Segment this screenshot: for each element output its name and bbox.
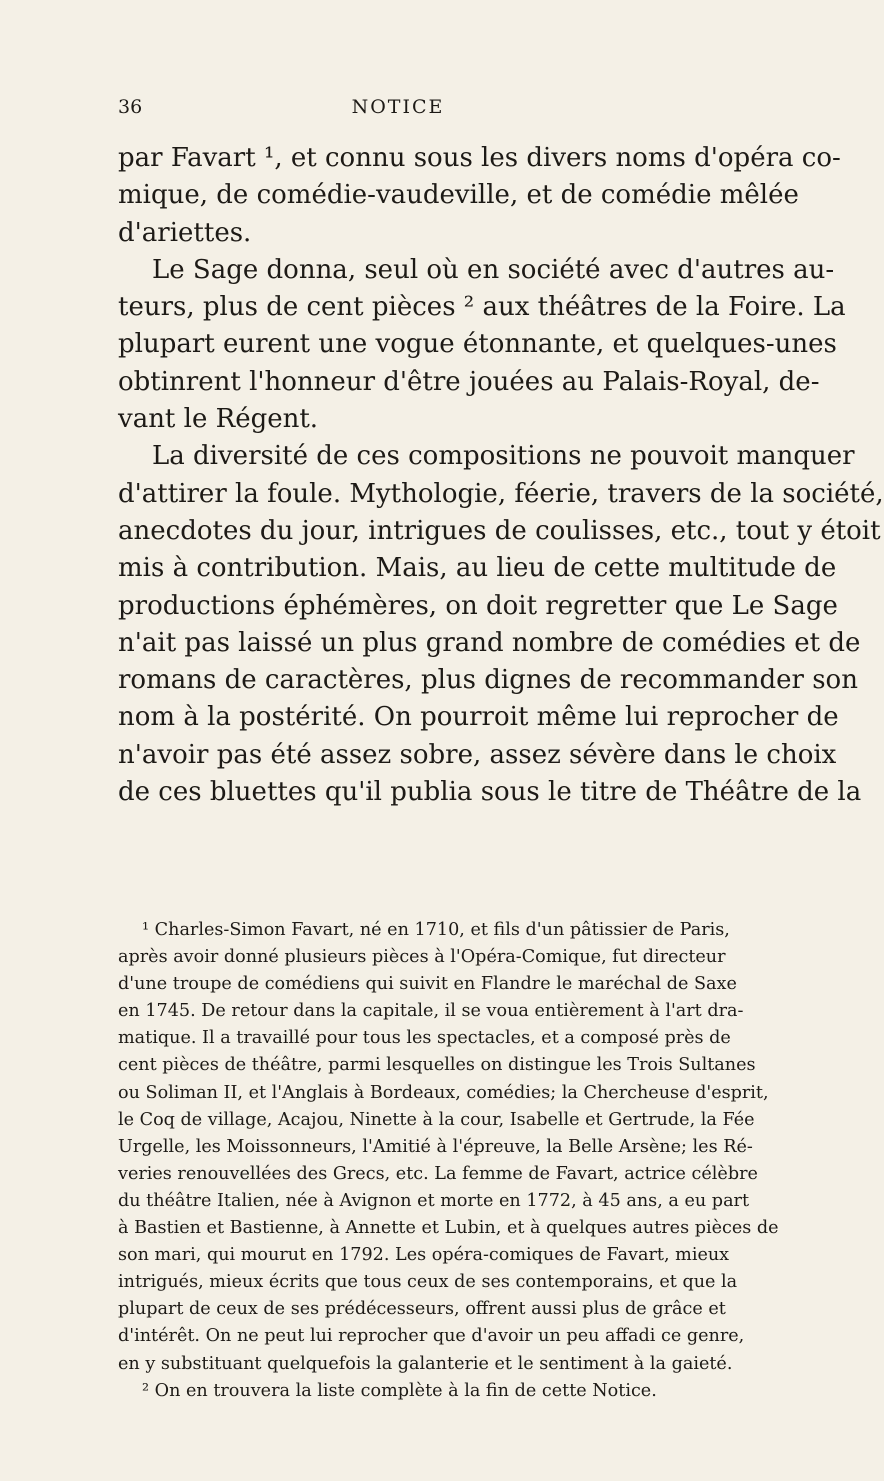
text-line: productions éphémères, on doit regretter que Le Sage (118, 590, 838, 621)
text-line: n'avoir pas été assez sobre, assez sévère dans le choix (118, 739, 837, 770)
text-line: romans de caractères, plus dignes de recommander son (118, 665, 858, 696)
text-line: anecdotes du jour, intrigues de coulisses, etc., tout y étoit (118, 515, 881, 546)
text-line: d'ariettes. (118, 217, 252, 248)
footnote-line: ou Soliman II, et l'Anglais à Bordeaux, comédies; la Chercheuse d'esprit, (118, 1082, 769, 1103)
text-line: Le Sage donna, seul où en société avec d'autres au- (152, 254, 835, 285)
footnote-line: d'une troupe de comédiens qui suivit en Flandre le maréchal de Saxe (118, 974, 737, 995)
footnote-line: intrigués, mieux écrits que tous ceux de ses contemporains, et que la (118, 1272, 738, 1293)
footnote-line: son mari, qui mourut en 1792. Les opéra-comiques de Favart, mieux (118, 1245, 730, 1266)
footnote-line: ¹ Charles-Simon Favart, né en 1710, et fils d'un pâtissier de Paris, (142, 920, 730, 940)
footnote-line: veries renouvellées des Grecs, etc. La femme de Favart, actrice célèbre (118, 1163, 758, 1184)
text-line: mique, de comédie-vaudeville, et de comédie mêlée (118, 180, 799, 211)
page-header (118, 96, 678, 126)
footnote-line: le Coq de village, Acajou, Ninette à la cour, Isabelle et Gertrude, la Fée (118, 1109, 755, 1130)
running-title: NOTICE (351, 96, 445, 118)
text-line: teurs, plus de cent pièces ² aux théâtres de la Foire. La (118, 292, 846, 323)
footnote-line: Urgelle, les Moissonneurs, l'Amitié à l'épreuve, la Belle Arsène; les Ré- (118, 1136, 753, 1157)
text-line: par Favart ¹, et connu sous les divers noms d'opéra co- (118, 143, 841, 173)
footnote-line: matique. Il a travaillé pour tous les spectacles, et a composé près de (118, 1028, 731, 1049)
text-line: d'attirer la foule. Mythologie, féerie, travers de la société, (118, 478, 884, 509)
text-line: n'ait pas laissé un plus grand nombre de comédies et de (118, 627, 861, 658)
footnote-line: après avoir donné plusieurs pièces à l'Opéra-Comique, fut directeur (118, 947, 726, 968)
footnote-line: du théâtre Italien, née à Avignon et morte en 1772, à 45 ans, a eu part (118, 1190, 750, 1211)
text-line: vant le Régent. (118, 404, 319, 435)
footnotes (118, 917, 779, 1405)
text-line: obtinrent l'honneur d'être jouées au Palais-Royal, de- (118, 366, 820, 397)
footnote-line: plupart de ceux de ses prédécesseurs, offrent aussi plus de grâce et (118, 1299, 726, 1320)
footnote-line: cent pièces de théâtre, parmi lesquelles on distingue les Trois Sultanes (118, 1055, 756, 1076)
text-line: mis à contribution. Mais, au lieu de cette multitude de (118, 553, 837, 584)
footnote-line: à Bastien et Bastienne, à Annette et Lubin, et à quelques autres pièces de (118, 1218, 779, 1239)
footnote-line: en 1745. De retour dans la capitale, il se voua entièrement à l'art dra- (118, 1001, 744, 1022)
main-text (118, 140, 884, 811)
text-line: de ces bluettes qu'il publia sous le titre de Théâtre de la (118, 777, 862, 808)
footnote-line: d'intérêt. On ne peut lui reprocher que d'avoir un peu affadi ce genre, (118, 1326, 745, 1347)
text-line: nom à la postérité. On pourroit même lui reprocher de (118, 702, 839, 733)
footnote-line: en y substituant quelquefois la galanterie et le sentiment à la gaieté. (118, 1353, 733, 1374)
text-line: La diversité de ces compositions ne pouvoit manquer (152, 441, 855, 472)
text-line: plupart eurent une vogue étonnante, et quelques-unes (118, 329, 837, 360)
footnote-line: ² On en trouvera la liste complète à la fin de cette Notice. (142, 1380, 657, 1401)
page-number: 36 (118, 96, 143, 118)
